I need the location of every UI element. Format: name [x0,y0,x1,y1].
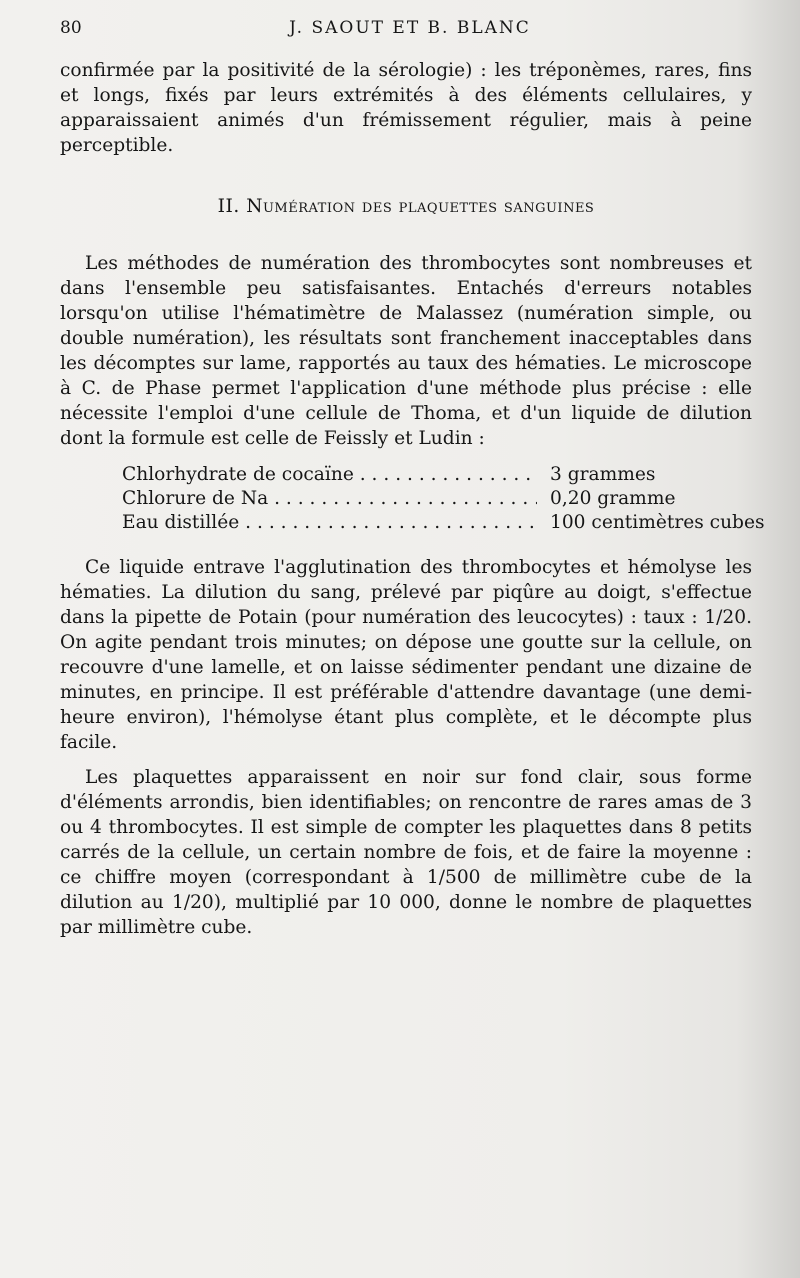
intro-paragraph: confirmée par la positivité de la sérologie) : les tréponèmes, rares, fins et longs, fixés par leurs extrémités à des éléments cellulaires, y apparaissaient animés d'un frémissement régulier, mais à peine perceptible. [60,60,752,156]
paragraph-dilution: Ce liquide entrave l'agglutination des thrombocytes et hémolyse les hématies. La dilution du sang, prélevé par piqûre au doigt, s'effectue dans la pipette de Potain (pour numération des leucocytes) : taux : 1/20. On agite pendant trois minutes; on dépose une goutte sur la cellule, on recouvre d'une lamelle, et on laisse sédimenter pendant une dizaine de minutes, en principe. Il est préférable d'attendre davantage (une demi-heure environ), l'hémolyse étant plus complète, et le décompte plus facile. [60,557,752,753]
formula-row [122,487,752,511]
formula-quantity: 3 grammes [550,464,656,485]
running-title: J. SAOUT ET B. BLANC [289,18,531,38]
formula-ingredient: Chlorure de Na . . . [122,487,537,511]
formula-quantity: 0,20 gramme [550,488,676,509]
dilution-formula [122,463,765,535]
section-number: II. [217,196,240,217]
paragraph-counting: Les plaquettes apparaissent en noir sur fond clair, sous forme d'éléments arrondis, bien identifiables; on rencontre de rares amas de 3 ou 4 thrombocytes. Il est simple de compter les plaquettes dans 8 petits carrés de la cellule, un certain nombre de fois, et de faire la moyenne : ce chiffre moyen (correspondant à 1/500 de millimètre cube de la dilution au 1/20), multiplié par 10 000, donne le nombre de plaquettes par millimètre cube. [60,767,752,938]
section-title: Numération des plaquettes sanguines [246,196,595,217]
paragraph-methods: Les méthodes de numération des thrombocytes sont nombreuses et dans l'ensemble peu satisfaisantes. Entachés d'erreurs notables lorsqu'on utilise l'hématimètre de Malassez (numération simple, ou double numération), les résultats sont franchement inacceptables dans les décomptes sur lame, rapportés au taux des hématies. Le microscope à C. de Phase permet l'application d'une méthode plus précise : elle nécessite l'emploi d'une cellule de Thoma, et d'un liquide de dilution dont la formule est celle de Feissly et Ludin : [60,253,752,449]
formula-ingredient: Chlorhydrate de cocaïne . . . [122,463,537,487]
page-number: 80 [60,18,82,38]
running-header [60,18,760,48]
formula-row [122,463,752,487]
formula-ingredient: Eau distillée . . . [122,511,537,535]
section-heading [60,194,752,219]
formula-row [122,511,765,535]
formula-quantity: 100 centimètres cubes [550,512,765,533]
text-body [60,58,765,940]
